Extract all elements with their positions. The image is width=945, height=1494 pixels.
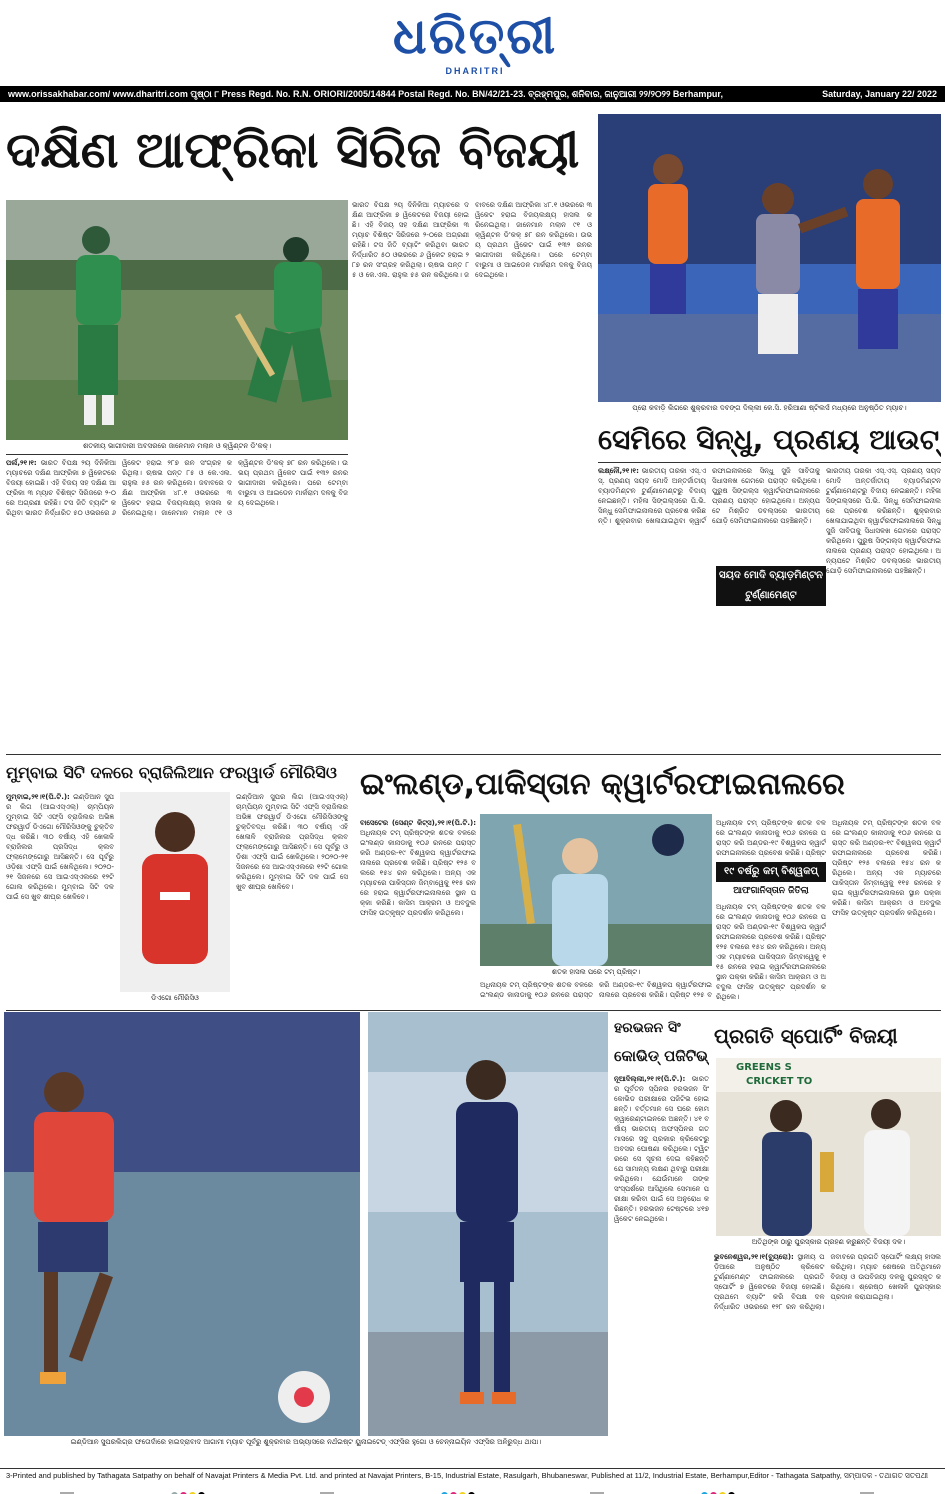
logo-subtitle: DHARITRI bbox=[445, 66, 505, 76]
story3-body bbox=[598, 466, 820, 748]
section-divider bbox=[6, 1010, 941, 1011]
cmyk-dots-mark bbox=[700, 1484, 736, 1494]
story5-body bbox=[360, 818, 476, 1006]
story4-headline: ମୁମ୍ବାଇ ସିଟି ଦଳରେ ବ୍ରାଜିଲିଆନ ଫରୱାର୍ଡ ମୌରିସିଓ bbox=[6, 763, 337, 782]
story3-dateline: ଲକ୍ଷ୍ନୌ,୨୧।୧: bbox=[598, 467, 639, 475]
story1-headline: ଦକ୍ଷିଣ ଆଫ୍ରିକା ସିରିଜ ବିଜୟୀ bbox=[6, 121, 580, 179]
story5-dateline: ବାସେଟେର (ସେଣ୍ଟ କିଟ୍ସ),୨୧।୧(ପି.ଟି.): bbox=[360, 819, 476, 827]
story4-dateline: ମୁମ୍ବାଇ,୨୧।୧(ପି.ଟି.): bbox=[6, 793, 70, 801]
newspaper-logo bbox=[380, 6, 570, 82]
story3-text-continued: ଭାରତୀୟ ତାରକା ଏସ୍.ଏସ୍. ପ୍ରଣୟ ସୟଦ ମୋଦି ଅନ୍ତର୍ଜାତୀୟ ବ୍ୟାଡମିଣ୍ଟନ ଟୁର୍ଣ୍ଣାମେଣ୍ଟରୁ ବିଦାୟ ନେଇଛନ୍ତି। ମହିଳା ସିଙ୍ଗଲ୍ସରେ ପି.ଭି. ସିନ୍ଧୁ ସେମିଫାଇନାଲରେ ପ୍ରବେଶ କରିଛନ୍ତି। ଶୁକ୍ରବାର ଖେଳାଯାଇଥିବା କ୍ୱାର୍ଟରଫାଇନାଲରେ ସିନ୍ଧୁ ସୁଜି ସାବିତାକୁ ସିଧାସଳଖ ଗେମରେ ପରାସ୍ତ କରିଥିଲେ। ପୁରୁଷ ସିଙ୍ଗଲ୍ସ କ୍ୱାର୍ଟରଫାଇନାଲରେ ପ୍ରଣୟ ପରାସ୍ତ ହୋଇଥିଲେ। ଅନ୍ୟପଟେ ମିଶ୍ରିତ ଡବଲ୍ସରେ ଭାରତୀୟ ଯୋଡ଼ି ସେମିଫାଇନାଲରେ ପହଞ୍ଚିଛନ୍ତି। bbox=[826, 467, 941, 575]
gray-bar-mark bbox=[590, 1484, 604, 1494]
story5-text-col4: ଅଧିନାୟକ ଟମ୍ ପ୍ରିଷ୍ଟଙ୍କ ଶତକ ବଳରେ ଇଂଲଣ୍ଡ କାନାଡାକୁ ୧୦୬ ରନରେ ପରାସ୍ତ କରି ଅଣ୍ଡର-୧୯ ବିଶ୍ୱକପ କ୍ୱାର୍ଟରଫାଇନାଲରେ ପ୍ରବେଶ କରିଛି। ପ୍ରିଷ୍ଟ ୧୨୫ ବଲରେ ୧୫୪ ରନ କରିଥିଲେ। ଅନ୍ୟ ଏକ ମ୍ୟାଚରେ ପାକିସ୍ତାନ ଜିମ୍ବାୱେକୁ ୧୧୫ ରନରେ ହରାଇ କ୍ୱାର୍ଟରଫାଇନାଲରେ ସ୍ଥାନ ପକ୍କା କରିଛି। କାସିମ ଆକ୍ରମ ଓ ଅବଦୁଲ ଫାସିହ ଉତ୍କୃଷ୍ଟ ପ୍ରଦର୍ଶନ କରିଥିଲେ। bbox=[832, 819, 941, 917]
story3-body-continued bbox=[826, 466, 941, 748]
logo-text: ଧରିତ୍ରୀ bbox=[392, 6, 558, 65]
story3-tag: ସୟଦ ମୋଦି ବ୍ୟାଡ଼ମିଣ୍ଟନ ଟୁର୍ଣ୍ଣାମେଣ୍ଟ bbox=[716, 566, 826, 606]
story6-photo-left bbox=[4, 1012, 360, 1436]
story2-photo bbox=[598, 114, 941, 402]
story8-banner-text: GREENS S bbox=[736, 1062, 792, 1073]
divider bbox=[598, 462, 941, 463]
story5-body-continued bbox=[480, 980, 712, 1006]
masthead bbox=[0, 0, 945, 86]
story1-caption: ଶତକୀୟ ଭାଗୀଦାରୀ ଅବସରରେ ଜାନେମାନ ମଲାନ ଓ କ୍ୱିଣ୍ଟନ ଡି'କକ୍। bbox=[82, 442, 272, 450]
divider bbox=[6, 454, 348, 455]
story8-photo bbox=[716, 1058, 941, 1236]
story1-dateline: ପର୍ଲ,୨୧।୧: bbox=[6, 459, 37, 467]
issue-date: Saturday, January 22/ 2022 bbox=[822, 89, 937, 99]
story8-body bbox=[714, 1252, 941, 1454]
story5-body-col3 bbox=[716, 818, 826, 858]
story5-text-col3: ଅଧିନାୟକ ଟମ୍ ପ୍ରିଷ୍ଟଙ୍କ ଶତକ ବଳରେ ଇଂଲଣ୍ଡ କାନାଡାକୁ ୧୦୬ ରନରେ ପରାସ୍ତ କରି ଅଣ୍ଡର-୧୯ ବିଶ୍ୱକପ କ୍ୱାର୍ଟରଫାଇନାଲରେ ପ୍ରବେଶ କରିଛି। ପ୍ରିଷ୍ଟ bbox=[716, 819, 826, 857]
story4-body-continued bbox=[236, 792, 348, 1006]
section-divider bbox=[6, 754, 941, 755]
story4-caption: ଡିଏଗୋ ମୌରିସିଓ bbox=[151, 994, 199, 1002]
story5-photo bbox=[480, 814, 712, 966]
story3-text: ଭାରତୀୟ ତାରକା ଏସ୍.ଏସ୍. ପ୍ରଣୟ ସୟଦ ମୋଦି ଅନ୍ତର୍ଜାତୀୟ ବ୍ୟାଡମିଣ୍ଟନ ଟୁର୍ଣ୍ଣାମେଣ୍ଟରୁ ବିଦାୟ ନେଇଛନ୍ତି। ମହିଳା ସିଙ୍ଗଲ୍ସରେ ପି.ଭି. ସିନ୍ଧୁ ସେମିଫାଇନାଲରେ ପ୍ରବେଶ କରିଛନ୍ତି। ଶୁକ୍ରବାର ଖେଳାଯାଇଥିବା କ୍ୱାର୍ଟରଫାଇନାଲରେ ସିନ୍ଧୁ ସୁଜି ସାବିତାକୁ ସିଧାସଳଖ ଗେମରେ ପରାସ୍ତ କରିଥିଲେ। ପୁରୁଷ ସିଙ୍ଗଲ୍ସ କ୍ୱାର୍ଟରଫାଇନାଲରେ ପ୍ରଣୟ ପରାସ୍ତ ହୋଇଥିଲେ। ଅନ୍ୟପଟେ ମିଶ୍ରିତ ଡବଲ୍ସରେ ଭାରତୀୟ ଯୋଡ଼ି ସେମିଫାଇନାଲରେ ପହଞ୍ଚିଛନ୍ତି। bbox=[598, 467, 820, 525]
story7-headline-line2: କୋଭିଡ୍ ପଜିଟିଭ୍ bbox=[614, 1047, 708, 1065]
story4-photo bbox=[120, 792, 230, 992]
cmyk-dots-mark bbox=[440, 1484, 476, 1494]
story5-text: ଅଧିନାୟକ ଟମ୍ ପ୍ରିଷ୍ଟଙ୍କ ଶତକ ବଳରେ ଇଂଲଣ୍ଡ କାନାଡାକୁ ୧୦୬ ରନରେ ପରାସ୍ତ କରି ଅଣ୍ଡର-୧୯ ବିଶ୍ୱକପ କ୍ୱାର୍ଟରଫାଇନାଲରେ ପ୍ରବେଶ କରିଛି। ପ୍ରିଷ୍ଟ ୧୨୫ ବଲରେ ୧୫୪ ରନ କରିଥିଲେ। ଅନ୍ୟ ଏକ ମ୍ୟାଚରେ ପାକିସ୍ତାନ ଜିମ୍ବାୱେକୁ ୧୧୫ ରନରେ ହରାଇ କ୍ୱାର୍ଟରଫାଇନାଲରେ ସ୍ଥାନ ପକ୍କା କରିଛି। କାସିମ ଆକ୍ରମ ଓ ଅବଦୁଲ ଫାସିହ ଉତ୍କୃଷ୍ଟ ପ୍ରଦର୍ଶନ କରିଥିଲେ। bbox=[360, 829, 476, 917]
registration-marks bbox=[0, 1482, 945, 1494]
story7-headline-line1: ହରଭଜନ ସିଂ bbox=[614, 1020, 681, 1036]
story1-photo bbox=[6, 200, 348, 440]
story5-body-col4 bbox=[832, 818, 941, 1006]
story8-caption: ଅତିଥିଙ୍କ ଠାରୁ ପୁରସ୍କାର ଗ୍ରହଣ କରୁଛନ୍ତି ବିଜୟୀ ଦଳ। bbox=[751, 1238, 906, 1246]
story5-text-continued: ଅଧିନାୟକ ଟମ୍ ପ୍ରିଷ୍ଟଙ୍କ ଶତକ ବଳରେ ଇଂଲଣ୍ଡ କାନାଡାକୁ ୧୦୬ ରନରେ ପରାସ୍ତ କରି ଅଣ୍ଡର-୧୯ ବିଶ୍ୱକପ କ୍ୱାର୍ଟରଫାଇନାଲରେ ପ୍ରବେଶ କରିଛି। ପ୍ରିଷ୍ଟ ୧୨୫ ବ bbox=[480, 981, 712, 999]
story5-body-col3b bbox=[716, 902, 826, 1006]
imprint-line: 3-Printed and published by Tathagata Satpathy on behalf of Navajat Printers & Media Pvt. Ltd. and printed at Navajat Printers, B-15, Industrial Estate, Rasulgarh, Bhubaneswar, Published at 11/2, Industrial Estate, Berhampur,Editor - Tathagata Satpathy, ସମ୍ପାଦକ - ତଥାଗତ ସତପଥୀ bbox=[0, 1468, 945, 1482]
story7-text: ଭାରତର ପୂର୍ବତନ ସ୍ପିନର ହରଭଜନ ସିଂ କୋଭିଡ ପରୀକ୍ଷାରେ ପଜିଟିଭ ହୋଇଛନ୍ତି। ବର୍ତ୍ତମାନ ସେ ଘରେ ହୋମ କ୍ୱାରେଣ୍ଟାଇନରେ ଅଛନ୍ତି। ୪୧ ବର୍ଷୀୟ ଭାରତୀୟ ଅଫସ୍ପିନର ଗତ ମାସରେ ସବୁ ପ୍ରକାର କ୍ରିକେଟରୁ ଅବସର ଘୋଷଣା କରିଥିଲେ। ଟ୍ୱିଟରରେ ସେ ସୂଚନା ଦେଇ କହିଛନ୍ତି ଯେ ସାମାନ୍ୟ ଲକ୍ଷଣ ଥିବାରୁ ପରୀକ୍ଷା କରିଥିଲେ। ଯେଉଁମାନେ ତାଙ୍କ ସଂସ୍ପର୍ଶରେ ଆସିଥିଲେ ସେମାନେ ପରୀକ୍ଷା କରିବା ପାଇଁ ସେ ଅନୁରୋଧ କରିଛନ୍ତି। ହରଭଜନ ଟେଷ୍ଟରେ ୪୧୭ ୱିକେଟ ନେଇଥିଲେ। bbox=[614, 1075, 709, 1223]
gray-bar-mark bbox=[860, 1484, 874, 1494]
story1-text-continued: ଭାରତ ବିପକ୍ଷ ୨ୟ ଦିନିକିଆ ମ୍ୟାଚରେ ଦକ୍ଷିଣ ଆଫ୍ରିକା ୭ ୱିକେଟରେ ବିଜୟୀ ହୋଇଛି। ଏହି ବିଜୟ ସହ ଦକ୍ଷିଣ ଆଫ୍ରିକା ୩ ମ୍ୟାଚ ବିଶିଷ୍ଟ ସିରିଜରେ ୨-୦ରେ ଅଗ୍ରଣୀ ରହିଛି। ଟସ ଜିତି ବ୍ୟାଟିଂ କରିଥିବା ଭାରତ ନିର୍ଦ୍ଧାରିତ ୫୦ ଓଭରରେ ୬ ୱିକେଟ ହରାଇ ୨୮୭ ରନ ସଂଗ୍ରହ କରିଥିଲା। ଋଷଭ ପନ୍ତ ୮୫ ଓ କେ.ଏଲ. ରାହୁଲ ୫୫ ରନ କରିଥିଲେ। ଜବାବରେ ଦକ୍ଷିଣ ଆଫ୍ରିକା ୪୮.୧ ଓଭରରେ ୩ ୱିକେଟ ହରାଇ ବିଜୟଲକ୍ଷ୍ୟ ହାସଲ କରିନେଇଥିଲା। ଜାନେମାନ ମଲାନ ୯୧ ଓ କ୍ୱିଣ୍ଟନ ଡି'କକ୍ ୭୮ ରନ କରିଥିଲେ। ଉଭୟ ପ୍ରଥମ ୱିକେଟ ପାଇଁ ୧୩୨ ରନର ଭାଗୀଦାରୀ କରିଥିଲେ। ପରେ ଟେମ୍ବା ବାଭୁମା ଓ ଆଇଡେନ ମାର୍କରାମ ଦଳକୁ ବିଜୟ ଦେଇଥିଲେ। bbox=[352, 201, 592, 279]
story5-tag: ୧୯ ବର୍ଷରୁ କମ୍ ବିଶ୍ୱକପ୍ bbox=[716, 862, 826, 882]
story5-headline: ଇଂଲଣ୍ଡ,ପାକିସ୍ତାନ କ୍ୱାର୍ଟରଫାଇନାଲରେ bbox=[360, 767, 845, 802]
story1-body-continued bbox=[352, 200, 592, 748]
story5-text-col3b: ଅଧିନାୟକ ଟମ୍ ପ୍ରିଷ୍ଟଙ୍କ ଶତକ ବଳରେ ଇଂଲଣ୍ଡ କାନାଡାକୁ ୧୦୬ ରନରେ ପରାସ୍ତ କରି ଅଣ୍ଡର-୧୯ ବିଶ୍ୱକପ କ୍ୱାର୍ଟରଫାଇନାଲରେ ପ୍ରବେଶ କରିଛି। ପ୍ରିଷ୍ଟ ୧୨୫ ବଲରେ ୧୫୪ ରନ କରିଥିଲେ। ଅନ୍ୟ ଏକ ମ୍ୟାଚରେ ପାକିସ୍ତାନ ଜିମ୍ବାୱେକୁ ୧୧୫ ରନରେ ହରାଇ କ୍ୱାର୍ଟରଫାଇନାଲରେ ସ୍ଥାନ ପକ୍କା କରିଛି। କାସିମ ଆକ୍ରମ ଓ ଅବଦୁଲ ଫାସିହ ଉତ୍କୃଷ୍ଟ ପ୍ରଦର୍ଶନ କରିଥିଲେ। bbox=[716, 903, 826, 1001]
story4-body bbox=[6, 792, 114, 1006]
story6-caption: ଇଣ୍ଡିଆନ ସୁପରଲିଗ୍‌ର ଫତୋର୍ଦାରେ ହାଇଦ୍ରାବାଦ ଆଗାମୀ ମ୍ୟାଚ ପୂର୍ବରୁ ଶୁକ୍ରବାର ଅଭ୍ୟାସରେ ନର୍ଥଇଷ୍ଟ ୟୁନାଇଟେଡ୍ ଏଫ୍‌ସିର ହୁଗୋ ଓ ଚେନ୍ନାଇୟିନ ଏଫ୍‌ସିର ଅନିରୁଦ୍ଧ ଥାପା। bbox=[70, 1438, 542, 1446]
story8-headline: ପ୍ରଗତି ସ୍ପୋର୍ଟିଂ ବିଜୟୀ bbox=[714, 1024, 898, 1048]
story8-text: ସ୍ଥାନୀୟ ପଡ଼ିଆରେ ଅନୁଷ୍ଠିତ କ୍ରିକେଟ ଟୁର୍ଣ୍ଣାମେଣ୍ଟ ଫାଇନାଲରେ ପ୍ରଗତି ସ୍ପୋର୍ଟିଂ ୭ ୱିକେଟରେ ବିଜୟୀ ହୋଇଛି। ପ୍ରଥମେ ବ୍ୟାଟିଂ କରି ବିପକ୍ଷ ଦଳ ନିର୍ଦ୍ଧାରିତ ଓଭରରେ ୧୨୮ ରନ କରିଥିଲା। ଜବାବରେ ପ୍ରଗତି ସ୍ପୋର୍ଟିଂ ଲକ୍ଷ୍ୟ ହାସଲ କରିଥିଲା। ମ୍ୟାଚ ଶେଷରେ ଅତିଥିମାନେ ବିଜୟୀ ଓ ଉପବିଜୟୀ ଦଳକୁ ପୁରସ୍କୃତ କରିଥିଲେ। ଶ୍ରେଷ୍ଠ ଖେଳାଳି ପୁରସ୍କାର ପ୍ରଦାନ କରାଯାଇଥିଲା। bbox=[714, 1253, 941, 1311]
info-bar-text: www.orissakhabar.com/ www.dharitri.com ପୃଷ୍ଠା ୮ Press Regd. No. R.N. ORIORI/2005/14844 Postal Regd. No. BN/42/21-23. ବ୍ରହ୍ମପୁର, ଶନିବାର, ଜାନୁଆରୀ ୨୨/୨୦୨୨ Berhampur, bbox=[8, 89, 723, 99]
story4-text-continued: ଇଣ୍ଡିଆନ ସୁପର ଲିଗ (ଆଇଏସ୍‌ଏଲ୍) ଚାମ୍ପିୟନ ମୁମ୍ବାଇ ସିଟି ଏଫ୍‌ସି ବ୍ରାଜିଲର ଅଭିଜ୍ଞ ଫରୱାର୍ଡ ଡିଏଗୋ ମୌରିସିଓଙ୍କୁ ଚୁକ୍ତିବଦ୍ଧ କରିଛି। ୩୦ ବର୍ଷୀୟ ଏହି ଖେଳାଳି ବ୍ରାଜିଲର ପ୍ରସିଦ୍ଧ କ୍ଲବ ଫ୍ଲାମେଙ୍ଗୋରୁ ଆସିଛନ୍ତି। ସେ ପୂର୍ବରୁ ଓଡ଼ିଶା ଏଫ୍‌ସି ପାଇଁ ଖେଳିଥିଲେ। ୨୦୨୦-୨୧ ସିଜନରେ ସେ ଆଇଏସ୍‌ଏଲରେ ୧୨ଟି ଗୋଲ କରିଥିଲେ। ମୁମ୍ବାଇ ସିଟି ଦଳ ପାଇଁ ସେ ଖୁବ ଶୀଘ୍ର ଖେଳିବେ। bbox=[236, 793, 348, 891]
story5-subtag: ଆଫଗାନିସ୍ତାନ ଜିତିଲା bbox=[733, 886, 809, 896]
story7-body bbox=[614, 1074, 709, 1454]
story1-text: ଭାରତ ବିପକ୍ଷ ୨ୟ ଦିନିକିଆ ମ୍ୟାଚରେ ଦକ୍ଷିଣ ଆଫ୍ରିକା ୭ ୱିକେଟରେ ବିଜୟୀ ହୋଇଛି। ଏହି ବିଜୟ ସହ ଦକ୍ଷିଣ ଆଫ୍ରିକା ୩ ମ୍ୟାଚ ବିଶିଷ୍ଟ ସିରିଜରେ ୨-୦ରେ ଅଗ୍ରଣୀ ରହିଛି। ଟସ ଜିତି ବ୍ୟାଟିଂ କରିଥିବା ଭାରତ ନିର୍ଦ୍ଧାରିତ ୫୦ ଓଭରରେ ୬ ୱିକେଟ ହରାଇ ୨୮୭ ରନ ସଂଗ୍ରହ କରିଥିଲା। ଋଷଭ ପନ୍ତ ୮୫ ଓ କେ.ଏଲ. ରାହୁଲ ୫୫ ରନ କରିଥିଲେ। ଜବାବରେ ଦକ୍ଷିଣ ଆଫ୍ରିକା ୪୮.୧ ଓଭରରେ ୩ ୱିକେଟ ହରାଇ ବିଜୟଲକ୍ଷ୍ୟ ହାସଲ କରିନେଇଥିଲା। ଜାନେମାନ ମଲାନ ୯୧ ଓ କ୍ୱିଣ୍ଟନ ଡି'କକ୍ ୭୮ ରନ କରିଥିଲେ। ଉଭୟ ପ୍ରଥମ ୱିକେଟ ପାଇଁ ୧୩୨ ରନର ଭାଗୀଦାରୀ କରିଥିଲେ। ପରେ ଟେମ୍ବା ବାଭୁମା ଓ ଆଇଡେନ ମାର୍କରାମ ଦଳକୁ ବିଜୟ ଦେଇଥିଲେ। bbox=[6, 459, 348, 517]
story7-dateline: ନୂଆଦିଲ୍ଲୀ,୨୧।୧(ପି.ଟି.): bbox=[614, 1075, 686, 1083]
story2-caption: ପ୍ରୋ କବାଡ଼ି ଲିଗରେ ଶୁକ୍ରବାର ଦବଙ୍ଗ ଦିଲ୍ଲୀ କେ.ସି. ହରିଆଣା ଷ୍ଟିଲର୍ସ ମଧ୍ୟରେ ଅନୁଷ୍ଠିତ ମ୍ୟାଚ। bbox=[632, 404, 907, 412]
story4-text: ଇଣ୍ଡିଆନ ସୁପର ଲିଗ (ଆଇଏସ୍‌ଏଲ୍) ଚାମ୍ପିୟନ ମୁମ୍ବାଇ ସିଟି ଏଫ୍‌ସି ବ୍ରାଜିଲର ଅଭିଜ୍ଞ ଫରୱାର୍ଡ ଡିଏଗୋ ମୌରିସିଓଙ୍କୁ ଚୁକ୍ତିବଦ୍ଧ କରିଛି। ୩୦ ବର୍ଷୀୟ ଏହି ଖେଳାଳି ବ୍ରାଜିଲର ପ୍ରସିଦ୍ଧ କ୍ଲବ ଫ୍ଲାମେଙ୍ଗୋରୁ ଆସିଛନ୍ତି। ସେ ପୂର୍ବରୁ ଓଡ଼ିଶା ଏଫ୍‌ସି ପାଇଁ ଖେଳିଥିଲେ। ୨୦୨୦-୨୧ ସିଜନରେ ସେ ଆଇଏସ୍‌ଏଲରେ ୧୨ଟି ଗୋଲ କରିଥିଲେ। ମୁମ୍ବାଇ ସିଟି ଦଳ ପାଇଁ ସେ ଖୁବ ଶୀଘ୍ର ଖେଳିବେ। bbox=[6, 793, 114, 901]
story8-dateline: ଭୁବନେଶ୍ୱର,୨୧।୧(ବ୍ୟୁରୋ): bbox=[714, 1253, 794, 1261]
story5-caption: ଶତକ ହାସଲ ପରେ ଟମ୍ ପ୍ରିଷ୍ଟ। bbox=[551, 968, 641, 976]
gray-bar-mark bbox=[60, 1484, 74, 1494]
info-bar bbox=[0, 86, 945, 102]
story3-headline: ସେମିରେ ସିନ୍ଧୁ, ପ୍ରଣୟ ଆଉଟ୍ bbox=[598, 423, 940, 456]
story6-photo-right bbox=[368, 1012, 608, 1436]
story1-body bbox=[6, 458, 348, 748]
cmyk-dots-mark bbox=[170, 1484, 206, 1494]
gray-bar-mark bbox=[320, 1484, 334, 1494]
story8-banner-text2: CRICKET TO bbox=[746, 1076, 813, 1087]
